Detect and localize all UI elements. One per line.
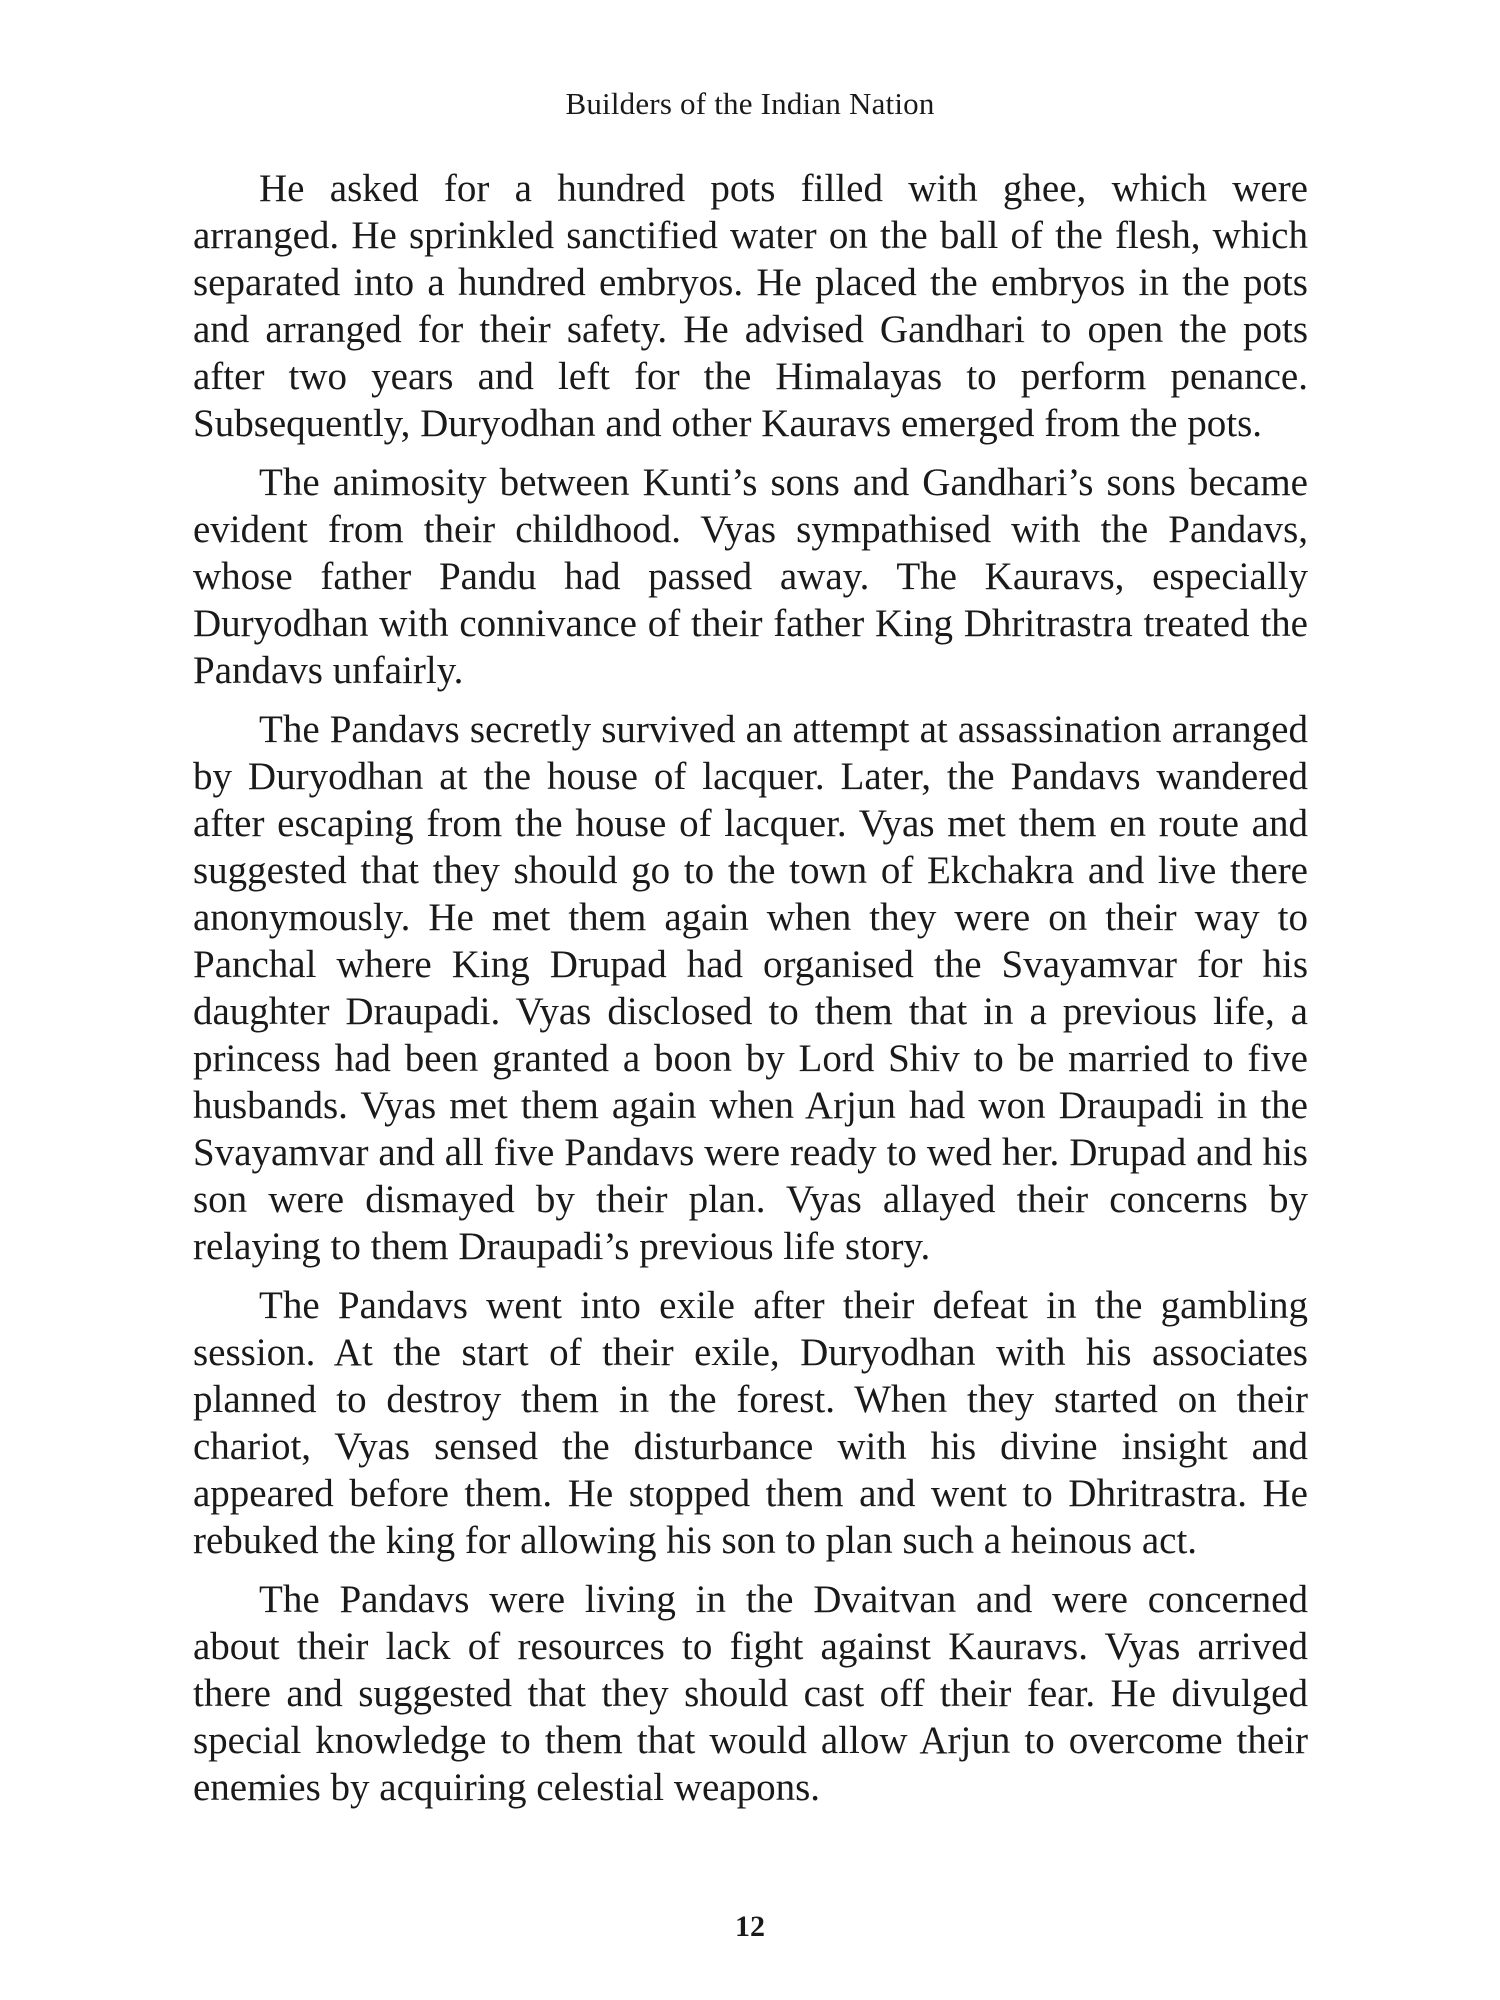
running-head: Builders of the Indian Nation <box>565 86 935 121</box>
paragraph-5: The Pandavs were living in the Dvaitvan and were concerned about their lack of resources to fight against Kauravs. Vyas arrived there and suggested that they should cast off their fear. He divulged special knowledge to them that would allow Arjun to overcome their enemies by acquiring celestial weapons. <box>193 1578 1308 1809</box>
paragraph-3: The Pandavs secretly survived an attempt at assassination arranged by Duryodhan at the house of lacquer. Later, the Pandavs wandered after escaping from the house of lacquer. Vyas met them en route and suggested that they should go to the town of Ekchakra and live there anonymously. He met them again when they were on their way to Panchal where King Drupad had organised the Svayamvar for his daughter Draupadi. Vyas disclosed to them that in a previous life, a princess had been granted a boon by Lord Shiv to be married to five husbands. Vyas met them again when Arjun had won Draupadi in the Svayamvar and all five Pandavs were ready to wed her. Drupad and his son were dismayed by their plan. Vyas allayed their concerns by relaying to them Draupadi’s previous life story. <box>193 708 1308 1268</box>
page-number: 12 <box>735 1910 765 1943</box>
paragraph-2: The animosity between Kunti’s sons and Gandhari’s sons became evident from their childhood. Vyas sympathised with the Pandavs, whose father Pandu had passed away. The Kauravs, especially Duryodhan with connivance of their father King Dhritrastra treated the Pandavs unfairly. <box>193 461 1308 692</box>
paragraph-4: The Pandavs went into exile after their defeat in the gambling session. At the start of their exile, Duryodhan with his associates planned to destroy them in the forest. When they started on their chariot, Vyas sensed the disturbance with his divine insight and appeared before them. He stopped them and went to Dhritrastra. He rebuked the king for allowing his son to plan such a heinous act. <box>193 1284 1308 1562</box>
paragraph-1: He asked for a hundred pots filled with ghee, which were arranged. He sprinkled sanctified water on the ball of the flesh, which separated into a hundred embryos. He placed the embryos in the pots and arranged for their safety. He advised Gandhari to open the pots after two years and left for the Himalayas to perform penance. Subsequently, Duryodhan and other Kauravs emerged from the pots. <box>193 167 1308 445</box>
body-text <box>193 165 1308 1823</box>
